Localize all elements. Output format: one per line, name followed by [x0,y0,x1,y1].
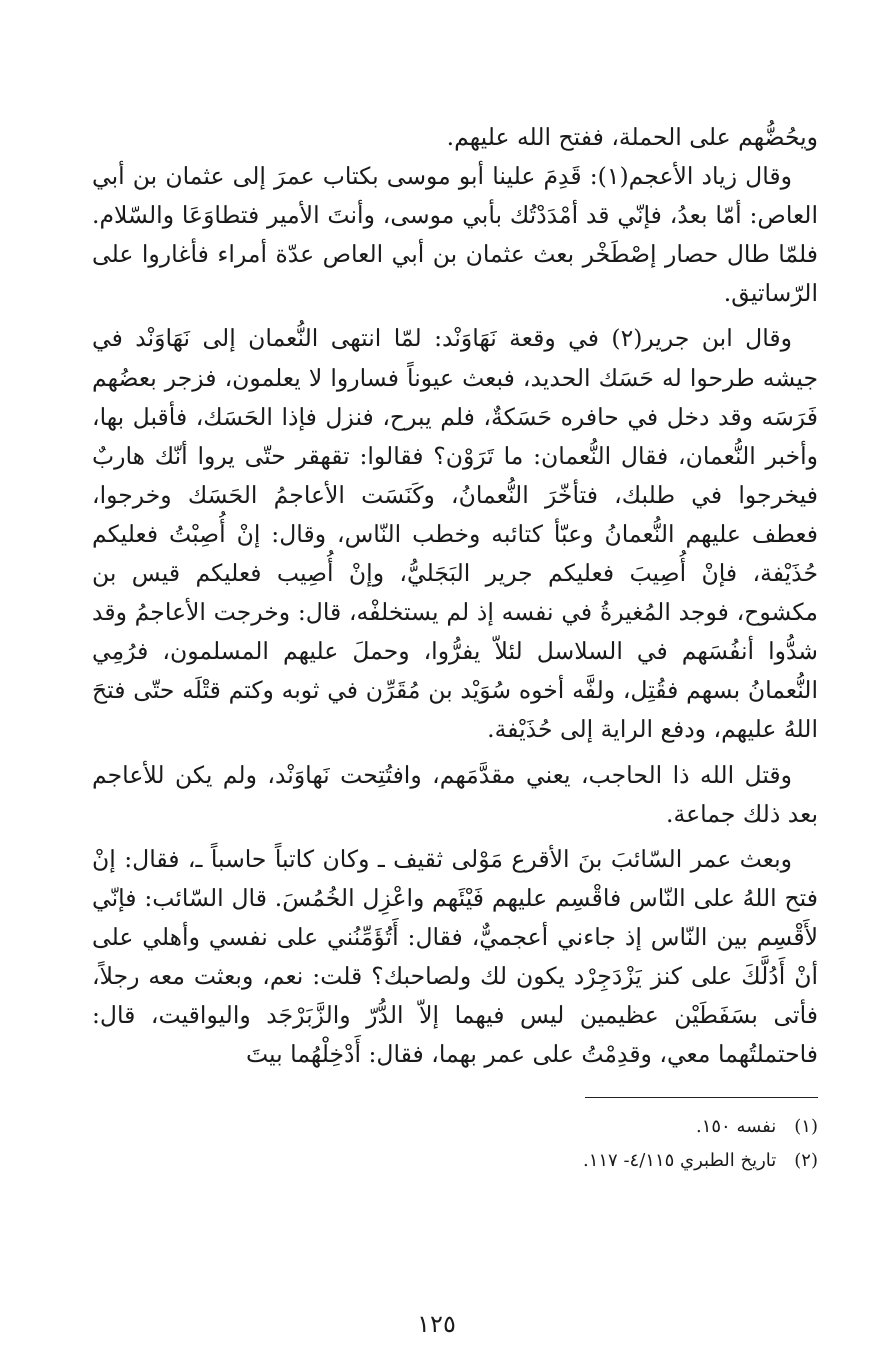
footnote-divider [585,1097,818,1098]
footnote-1 [318,1110,818,1144]
footnote-text: تاريخ الطبري ٤/١١٥- ١١٧. [582,1150,777,1171]
page-number: ١٢٥ [417,1310,456,1338]
footnote-number: (٢) [794,1150,818,1171]
paragraph-2: وقال زياد الأعجم(١): قَدِمَ علينا أبو موسى بكتاب عمرَ إلى عثمان بن أبي العاص: أمّا بعدُ، فإنّي قد أمْدَدْتُك بأبي موسى، وأنتَ الأمير فتطاوَعَا والسّلام. فلمّا طال حصار إصْطَخْر بعث عثمان بن أبي العاص عدّة أمراء فأغاروا على الرّساتيق. [92,162,818,308]
paragraph-5: وبعث عمر السّائبَ بنَ الأقرع مَوْلى ثقيف ـ وكان كاتباً حاسباً ـ، فقال: إنْ فتح اللهُ على النّاس فاقْسِم عليهم فَيْئَهم واعْزِل الخُمُسَ. قال السّائب: فإنّي لأَقْسِم بين النّاس إذ جاءني أعجميٌّ، فقال: أَتُؤَمِّنُني على نفسي وأهلي على أنْ أَدُلَّكَ على كنز يَزْدَجِرْد يكون لك ولصاحبك؟ قلت: نعم، وبعثت معه رجلاً، فأتى بسَفَطَيْن عظيمين ليس فيهما إلاّ الدُّرّ والزَّبَرْجَد واليواقيت، قال: فاحتملتُهما معي، وقدِمْتُ على عمر بهما، فقال: أَدْخِلْهُما بيتَ [92,844,818,1069]
body-text [92,118,818,1074]
footnote-text: نفسه ١٥٠. [695,1116,777,1137]
footnote-number: (١) [794,1116,818,1137]
footnote-2 [318,1144,818,1178]
paragraph-1: ويحُضُّهم على الحملة، ففتح الله عليهم. [446,123,818,151]
paragraph-3: وقال ابن جرير(٢) في وقعة نَهَاوَنْد: لمّا انتهى النُّعمان إلى نَهَاوَنْد في جيشه طرحوا له حَسَك الحديد، فبعث عيوناً فساروا لا يعلمون، فزجر بعضُهم فَرَسَه وقد دخل في حافره حَسَكةٌ، فلم يبرح، فنزل فإذا الحَسَك، فأقبل بها، وأخبر النُّعمان، فقال النُّعمان: ما تَرَوْن؟ فقالوا: تقهقر حتّى يروا أنّك هاربٌ فيخرجوا في طلبك، فتأخّرَ النُّعمانُ، وكَنَسَت الأعاجمُ الحَسَك وخرجوا، فعطف عليهم النُّعمانُ وعبّأ كتائبه وخطب النّاس، وقال: إنْ أُصِبْتُ فعليكم حُذَيْفة، فإنْ أُصِيبَ فعليكم جرير البَجَليُّ، وإنْ أُصِيب فعليكم قيس بن مكشوح، فوجد المُغيرةُ في نفسه إذ لم يستخلفْه، قال: وخرجت الأعاجمُ وقد شدُّوا أنفُسَهم في السلاسل لئلاّ يفرُّوا، وحملَ عليهم المسلمون، فرُمِي النُّعمانُ بسهم فقُتِل، ولفَّه أخوه سُوَيْد بن مُقَرِّن في ثوبه وكتم قتْلَه حتّى فتحَ اللهُ عليهم، ودفع الراية إلى حُذَيْفة. [92,324,818,744]
paragraph-4: وقتل الله ذا الحاجب، يعني مقدَّمَهم، وافتُتِحت نَهاوَنْد، ولم يكن للأعاجم بعد ذلك جماعة. [92,760,818,828]
main-text [92,118,818,1074]
footnotes [318,1110,818,1178]
